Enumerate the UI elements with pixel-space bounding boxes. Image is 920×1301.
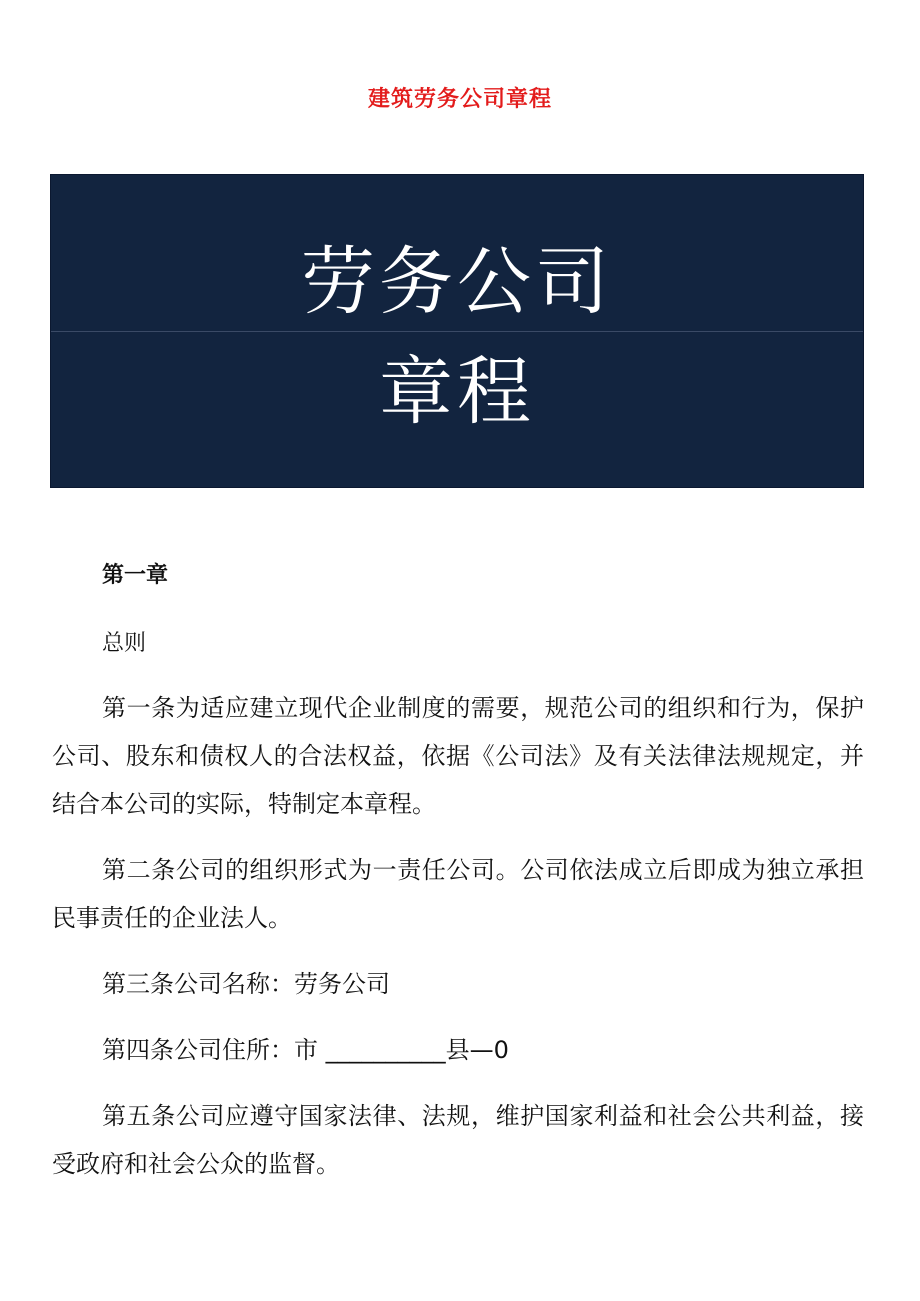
article-4: 第四条公司住所：市 __________县—0 (102, 1036, 509, 1064)
articles-body (52, 684, 864, 1206)
document-title: 建筑劳务公司章程 (367, 87, 552, 112)
chapter-number: 第一章 (102, 563, 169, 588)
cover-banner (50, 174, 864, 488)
cover-title-line1: 劳务公司 (301, 239, 613, 325)
article-2: 第二条公司的组织形式为一责任公司。公司依法成立后即成为独立承担民事责任的企业法人。 (52, 856, 864, 932)
article-5: 第五条公司应遵守国家法律、法规，维护国家利益和社会公共利益，接受政府和社会公众的监督。 (52, 1102, 864, 1178)
cover-divider (51, 331, 863, 332)
article-3: 第三条公司名称：劳务公司 (102, 970, 390, 998)
chapter-title: 总则 (102, 631, 147, 656)
cover-title-line2: 章程 (379, 349, 535, 435)
article-1: 第一条为适应建立现代企业制度的需要，规范公司的组织和行为，保护公司、股东和债权人的合法权益，依据《公司法》及有关法律法规规定，并结合本公司的实际，特制定本章程。 (52, 694, 864, 818)
